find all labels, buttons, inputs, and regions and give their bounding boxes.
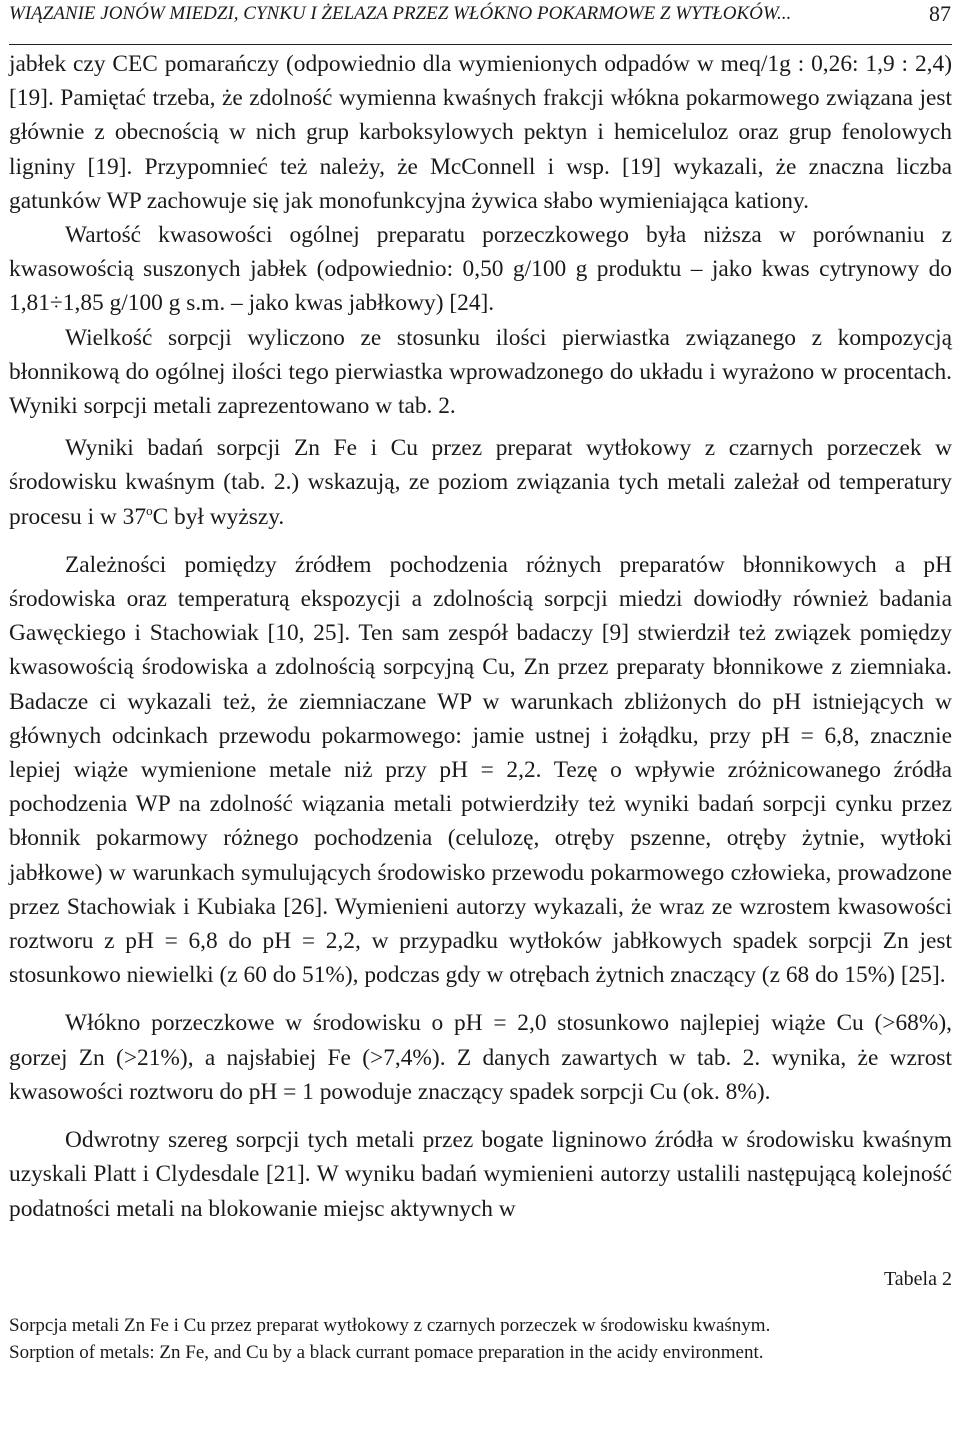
body-text <box>9 45 952 1226</box>
paragraph-reverse-series: Odwrotny szereg sorpcji tych metali przez bogate ligninowo źródła w środowisku kwaśnym uzyskali Platt i Clydesdale [21]. W wyniku badań wymienieni autorzy ustalili następującą kolejność podatności metali na blokowanie miejsc aktywnych w <box>9 1127 952 1222</box>
table-label: Tabela 2 <box>883 1267 952 1290</box>
paragraph-results <box>9 431 952 534</box>
running-title: WIĄZANIE JONÓW MIEDZI, CYNKU I ŻELAZA PRZEZ WŁÓKNO POKARMOWE Z WYTŁOKÓW... <box>9 3 792 24</box>
table-caption-pl: Sorpcja metali Zn Fe i Cu przez preparat wytłokowy z czarnych porzeczek w środowisku kwaśnym. <box>9 1314 771 1336</box>
degree-superscript: o <box>146 502 153 518</box>
results-text: Wyniki badań sorpcji Zn Fe i Cu przez preparat wytłokowy z czarnych porzeczek w środowisku kwaśnym (tab. 2.) wskazują, ze poziom związania tych metali zależał od temperatury procesu i w 37 <box>9 435 952 530</box>
paragraph-currant-fibre: Włókno porzeczkowe w środowisku o pH = 2,0 stosunkowo najlepiej wiąże Cu (>68%), gorzej Zn (>21%), a najsłabiej Fe (>7,4%). Z danych zawartych w tab. 2. wynika, że wzrost kwasowości roztworu do pH = 1 powoduje znaczący spadek sorpcji Cu (ok. 8%). <box>9 1010 952 1105</box>
table-caption <box>9 1312 952 1366</box>
paragraph-acidity: Wartość kwasowości ogólnej preparatu porzeczkowego była niższa w porównaniu z kwasowością suszonych jabłek (odpowiednio: 0,50 g/100 g produktu – jako kwas cytrynowy do 1,81÷1,85 g/100 g s.m. – jako kwas jabłkowy) [24]. <box>9 222 952 317</box>
paragraph-continuation: jabłek czy CEC pomarańczy (odpowiednio dla wymienionych odpadów w meq/1g : 0,26: 1,9 : 2,4) [19]. Pamiętać trzeba, że zdolność wymienna kwaśnych frakcji włókna pokarmowego związana jest głównie z obecnością w nich grup karboksylowych pektyn i hemiceluloz oraz grup fenolowych ligniny [19]. Przypomnieć też należy, że McConnell i wsp. [19] wykazali, że znaczna liczba gatunków WP zachowuje się jak monofunkcyjna żywica słabo wymieniająca kationy. <box>9 51 952 214</box>
page-number: 87 <box>929 1 951 26</box>
paragraph-sorption-calc: Wielkość sorpcji wyliczono ze stosunku ilości pierwiastka związanego z kompozycją błonnikową do ogólnej ilości tego pierwiastka wprowadzonego do układu i wyrażono w procentach. Wyniki sorpcji metali zaprezentowano w tab. 2. <box>9 324 952 420</box>
paragraph-dependencies: Zależności pomiędzy źródłem pochodzenia różnych preparatów błonnikowych a pH środowiska oraz temperaturą ekspozycji a zdolnością sorpcji miedzi dowiodły również badania Gawęckiego i Stachowiak [10, 25]. Ten sam zespół badaczy [9] stwierdził też związek pomiędzy kwasowością środowiska a zdolnością sorpcyjną Cu, Zn przez preparaty błonnikowe z ziemniaka. Badacze ci wykazali też, że ziemniaczane WP w warunkach zbliżonych do pH istniejących w głównych odcinkach przewodu pokarmowego: jamie ustnej i żołądku, przy pH = 6,8, znacznie lepiej wiąże wymienione metale niż przy pH = 2,2. Tezę o wpływie zróżnicowanego źródła pochodzenia WP na zdolność wiązania metali potwierdziły też wyniki badań sorpcji cynku przez błonnik pokarmowy różnego pochodzenia (celulozę, otręby pszenne, otręby żytnie, wytłoki jabłkowe) w warunkach symulujących środowisko przewodu pokarmowego człowieka, prowadzone przez Stachowiak i Kubiaka [26]. Wymienieni autorzy wykazali, że wraz ze wzrostem kwasowości roztworu z pH = 6,8 do pH = 2,2, w przypadku wytłoków jabłkowych spadek sorpcji Zn jest stosunkowo niewielki (z 60 do 51%), podczas gdy w otrębach żytnich znaczący (z 68 do 15%) [25]. <box>9 551 952 989</box>
running-header <box>9 0 952 45</box>
document-page <box>9 0 952 1366</box>
results-text-end: C był wyższy. <box>152 503 285 530</box>
table-caption-en: Sorption of metals: Zn Fe, and Cu by a black currant pomace preparation in the acidy environment. <box>9 1341 764 1363</box>
